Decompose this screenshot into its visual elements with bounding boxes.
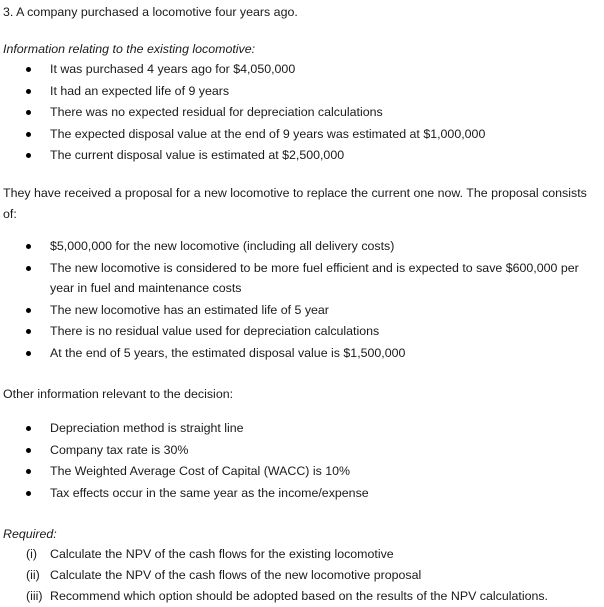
list-item: (ii) Calculate the NPV of the cash flows of the new locomotive proposal: [26, 568, 422, 582]
list-item: Tax effects occur in the same year as the income/expense: [0, 483, 604, 505]
list-item: The new locomotive is considered to be more fuel efficient and is expected to save $600,000 per year in fuel and maintenance costs: [0, 258, 604, 300]
bullet-icon: [26, 308, 31, 313]
existing-bullet-list: [0, 59, 604, 167]
bullet-icon: [26, 67, 31, 72]
list-item: Company tax rate is 30%: [0, 440, 604, 462]
proposal-bullet-list: [0, 236, 604, 364]
list-item: It had an expected life of 9 years: [0, 81, 604, 103]
required-title: Required:: [3, 527, 57, 541]
list-item: The current disposal value is estimated at $2,500,000: [0, 145, 604, 167]
list-item: There is no residual value used for depreciation calculations: [0, 321, 604, 343]
bullet-icon: [26, 110, 31, 115]
bullet-icon: [26, 329, 31, 334]
proposal-intro: They have received a proposal for a new locomotive to replace the current one now. The proposal consists of:: [3, 186, 587, 221]
list-item: It was purchased 4 years ago for $4,050,000: [0, 59, 604, 81]
list-item: (i) Calculate the NPV of the cash flows for the existing locomotive: [26, 547, 394, 561]
bullet-icon: [26, 491, 31, 496]
bullet-icon: [26, 132, 31, 137]
bullet-icon: [26, 351, 31, 356]
bullet-icon: [26, 89, 31, 94]
list-item: (iii) Recommend which option should be adopted based on the results of the NPV calculations.: [26, 589, 548, 603]
list-item: The new locomotive has an estimated life of 5 year: [0, 300, 604, 322]
bullet-icon: [26, 448, 31, 453]
bullet-icon: [26, 266, 31, 271]
list-item: The Weighted Average Cost of Capital (WACC) is 10%: [0, 461, 604, 483]
list-item: Depreciation method is straight line: [0, 418, 604, 440]
bullet-icon: [26, 426, 31, 431]
question-heading: 3. A company purchased a locomotive four years ago.: [3, 5, 298, 19]
bullet-icon: [26, 244, 31, 249]
existing-section-title: Information relating to the existing locomotive:: [3, 42, 256, 56]
required-list: [0, 544, 548, 607]
other-bullet-list: [0, 418, 604, 504]
list-item: There was no expected residual for depreciation calculations: [0, 102, 604, 124]
bullet-icon: [26, 469, 31, 474]
other-section-title: Other information relevant to the decision:: [3, 387, 234, 401]
list-item: At the end of 5 years, the estimated disposal value is $1,500,000: [0, 343, 604, 365]
bullet-icon: [26, 153, 31, 158]
list-item: $5,000,000 for the new locomotive (including all delivery costs): [0, 236, 604, 258]
list-item: The expected disposal value at the end of 9 years was estimated at $1,000,000: [0, 124, 604, 146]
